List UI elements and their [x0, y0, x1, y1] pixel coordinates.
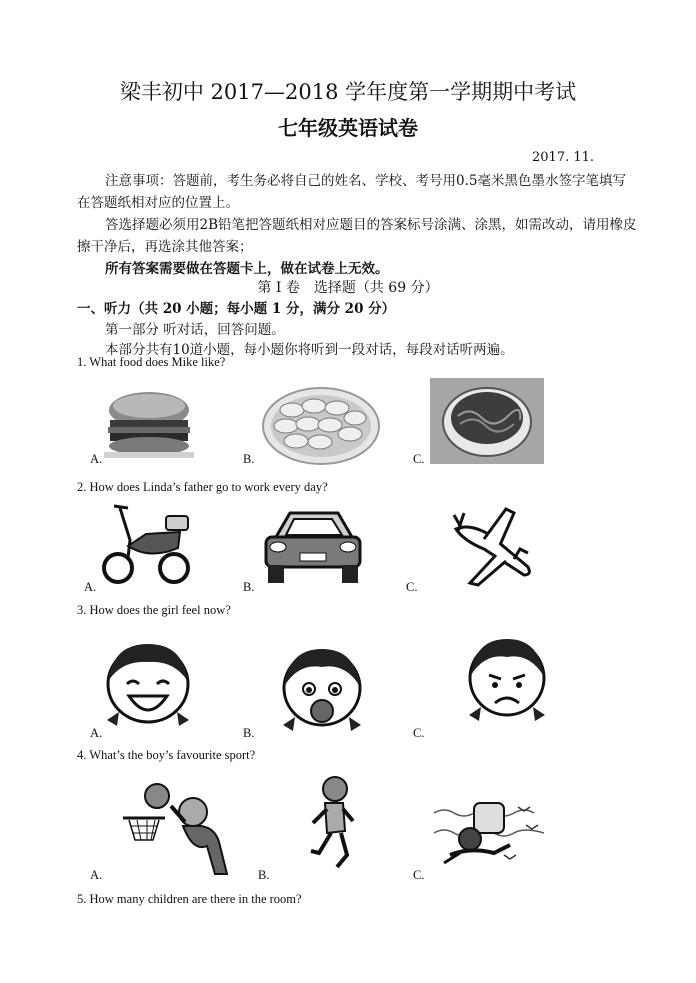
q3-option-b: B.	[243, 726, 255, 740]
dumplings-icon	[262, 386, 380, 466]
listening-heading: 一、听力（共 20 小题；每小题 1 分，满分 20 分）	[77, 301, 396, 317]
car-icon	[262, 503, 364, 587]
q2-option-b: B.	[243, 580, 255, 594]
q4-option-a: A.	[90, 868, 103, 882]
part-one-heading: 第一部分 听对话，回答问题。	[105, 322, 285, 338]
instruction-note-1: 注意事项：答题前，考生务必将自己的姓名、学校、考号用0.5毫米黑色墨水签字笔填写在答题纸相对应的位置上。	[77, 173, 626, 211]
surprised-girl-icon	[279, 645, 365, 731]
exam-date: 2017. 11.	[532, 150, 595, 165]
happy-girl-icon	[103, 640, 193, 728]
exam-subtitle: 七年级英语试卷	[278, 116, 418, 140]
question-2: 2. How does Linda’s father go to work every day?	[77, 480, 328, 494]
hamburger-icon	[104, 388, 194, 460]
question-3: 3. How does the girl feel now?	[77, 603, 231, 617]
q4-option-c: C.	[413, 868, 425, 882]
q4-option-b: B.	[258, 868, 270, 882]
question-4: 4. What’s the boy’s favourite sport?	[77, 748, 256, 762]
instruction-note-3: 所有答案需要做在答题卡上，做在试卷上无效。	[105, 261, 389, 277]
volume-title: 第 I 卷 选择题（共 69 分）	[257, 280, 439, 296]
q2-option-a: A.	[84, 580, 97, 594]
motorbike-icon	[100, 500, 192, 586]
airplane-icon	[450, 505, 536, 589]
q1-option-c: C.	[413, 452, 425, 466]
sad-girl-icon	[465, 635, 549, 721]
q3-option-c: C.	[413, 726, 425, 740]
q3-option-a: A.	[90, 726, 103, 740]
exam-title: 梁丰初中 2017—2018 学年度第一学期期中考试	[119, 80, 577, 104]
instruction-note-2: 答选择题必须用2B铅笔把答题纸相对应题目的答案标号涂满、涂黑，如需改动，请用橡皮擦干净后，再选涂其他答案；	[77, 217, 637, 255]
q1-option-b: B.	[243, 452, 255, 466]
noodles-icon	[430, 378, 544, 464]
part-one-description: 本部分共有10道小题，每小题你将听到一段对话，每段对话听两遍。	[105, 342, 514, 358]
basketball-icon	[123, 782, 233, 878]
q1-option-a: A.	[90, 452, 103, 466]
running-icon	[307, 775, 357, 875]
question-1: 1. What food does Mike like?	[77, 355, 226, 369]
swimming-icon	[434, 793, 544, 873]
question-5: 5. How many children are there in the room?	[77, 892, 302, 906]
q2-option-c: C.	[406, 580, 418, 594]
